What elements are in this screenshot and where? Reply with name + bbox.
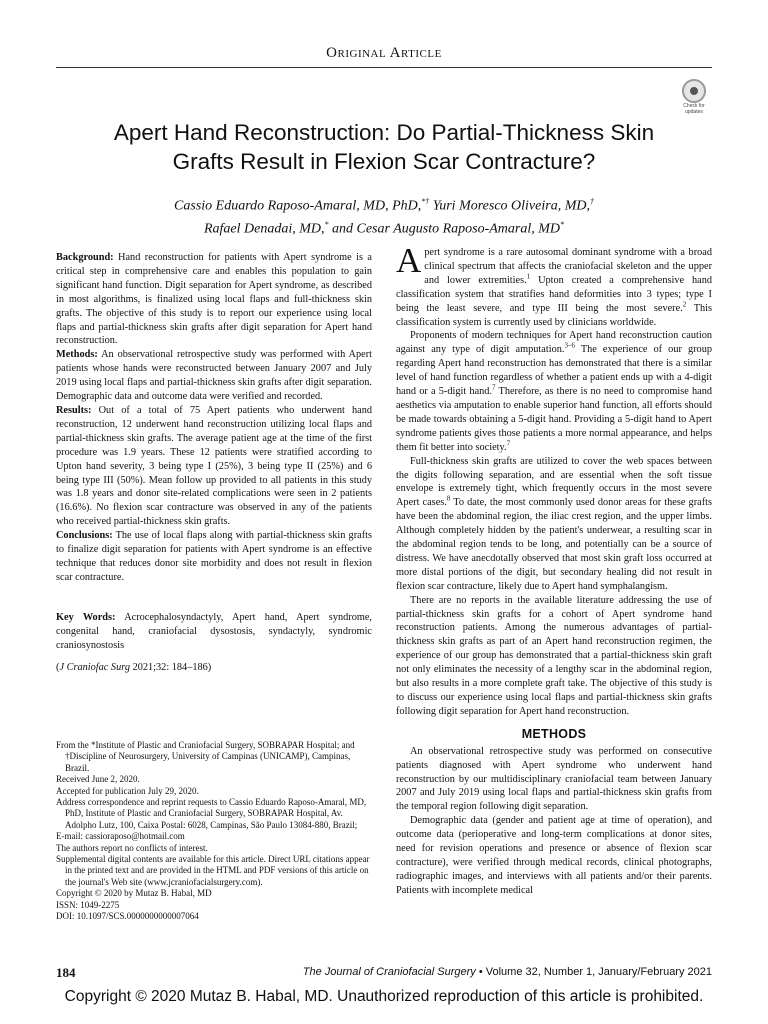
abstract-background [56,251,372,348]
p2-text-c: Therefore, as there is no need to compromise hand aesthetics via amputation to enable superior hand function, all efforts should be made towards obtaining a 5-digit hand. Providing a 5-digit hand to Apert syndrome patients gives those patients a more normal appearance, and helps them fit better into society. [396,386,713,453]
results-text: Out of a total of 75 Apert patients who underwent hand reconstruction, 12 underwent hand reconstruction utilizing local flaps and partial-thickness skin grafts. The average patient age at the time of the first procedure was 1.9 years. These 12 patients were stratified according to Upton hand severity, 3 being type I (25%), 3 being type II (25%) and 6 being type III (50%). Mean follow up provided to all patients in this study was 1.8 years and donor site-related complications were seen in 2 patients (16.6%). No flexion scar contracture was observed in any of the patients who received partial-thickness skin grafts. [56,404,373,528]
ref-link[interactable]: 1 [526,272,531,281]
results-label: Results: [56,404,92,416]
drop-cap: A [396,241,422,280]
ref-link[interactable]: 2 [682,300,687,309]
page-number: 184 [56,965,76,980]
author-2: Yuri Moresco Oliveira, MD, [432,198,590,214]
affiliation-institutions: From the *Institute of Plastic and Craniofacial Surgery, SOBRAPAR Hospital; and †Discipline of Neurosurgery, University of Campinas (UNICAMP), Campinas, Brazil. [56,740,355,773]
journal-name: The Journal of Craniofacial Surgery [302,966,476,978]
keywords [56,611,372,653]
author-1-affil: *† [421,197,430,206]
copyright-line: Copyright © 2020 by Mutaz B. Habal, MD [56,888,212,899]
correspondence-address: Address correspondence and reprint requests to Cassio Eduardo Raposo-Amaral, MD, PhD, Institute of Plastic and Craniofacial Surgery, SOBRAPAR Hospital, Av. Adolpho Lutz, 100, Caixa Postal: 6028, Campinas, São Paulo 13084-880, Brazil; [56,797,367,830]
citation: (J Craniofac Surg 2021;32: 184–186) [56,662,212,674]
p2-text-b: The experience of our group regarding Apert hand reconstruction has demonstrated that there is a similar level of hand function regardless of whether a patient ends up with a 4-digit hand or a 5-digit hand. [396,344,712,398]
abstract-results [56,404,372,529]
ref-link[interactable]: 7 [492,383,496,392]
background-label: Background: [56,252,114,263]
body-paragraph-5: An observational retrospective study was performed on consecutive patients diagnosed with Apert syndrome who underwent hand reconstruction by our multidisciplinary craniofacial team between January 2007 and July 2019 using local flaps and partial-thickness skin grafts from the temporal region following digit separation. [396,745,712,813]
title-line-2: Grafts Result in Flexion Scar Contracture? [172,149,596,174]
article-body [396,241,713,898]
methods-label: Methods: [56,349,98,361]
conclusions-label: Conclusions: [56,530,113,542]
p3-text: Full-thickness skin grafts are utilized to cover the web spaces between the digits following separation, and are essential when the soft tissue envelope is extremely tight, which frequently occurs in the most severe Apert cases. [396,455,712,509]
abstract [56,251,372,675]
keywords-label: Key Words: [56,611,116,623]
author-1: Cassio Eduardo Raposo-Amaral, MD, PhD, [174,198,422,214]
ref-link[interactable]: 8 [446,494,451,503]
p1-text: pert syndrome is a rare autosomal dominant syndrome with a broad clinical spectrum that affects the craniofacial skeleton and the upper and lower extremities. [424,247,712,286]
conclusions-text: The use of local flaps along with partial-thickness skin grafts to finalize digit separation for patients with Apert syndrome is an effective technique that reduces donor site morbidity and does not result in flexion scar contracture. [56,530,372,583]
ref-link[interactable]: 7 [506,439,511,448]
correspondence-email: E-mail: cassioraposo@hotmail.com [56,831,185,842]
issn: ISSN: 1049-2275 [56,899,120,910]
author-3: Rafael Denadai, MD, [203,221,325,237]
doi: DOI: 10.1097/SCS.0000000000007064 [56,911,199,922]
body-paragraph-3 [396,455,712,594]
abstract-conclusions [56,529,372,585]
body-paragraph-1 [396,241,713,329]
keywords-text: Acrocephalosyndactyly, Apert hand, Apert syndrome, congenital hand, craniofacial dysostosis, syndactyly, syndromic craniosynostosis [56,611,372,651]
badge-text-line-1: Check for [683,103,705,109]
received-date: Received June 2, 2020. [56,774,140,785]
body-paragraph-6: Demographic data (gender and patient age at time of operation), and outcome data (perioperative and long-term complications at donor sites, need for revision operations and presence or absence of flexion scar contracture), were verified through medical records, clinical photographs, radiographic images, and interviews with all patients and/or their parents. Patients with incomplete medical [396,815,712,896]
journal-info [303,966,712,978]
issue-info: • Volume 32, Number 1, January/February 2021 [475,966,712,978]
background-text: Hand reconstruction for patients with Apert syndrome is a critical step in comprehensive care and enables this population to gain significant hand function. Digit separation for Apert syndrome, as described in most algorithms, is finalized using local flaps and full-thickness skin grafts. The objective of this study is to report our experience using local flaps and partial-thickness skin grafts after digit separation for Apert hand reconstruction. [56,252,372,347]
abstract-methods [56,348,372,404]
badge-text-line-2: updates [685,109,703,115]
p1-text-b: Upton created a comprehensive hand classification system that stratifies hand deformities into 3 types; type I being the least severe, and type III being the most severe. [396,274,712,314]
ref-link[interactable]: 3–6 [564,341,575,350]
citation-journal: J Craniofac Surg [59,662,130,674]
check-for-updates-badge[interactable] [676,79,712,117]
citation-details: 2021;32: 184–186) [132,662,212,674]
p2-text: Proponents of modern techniques for Apert hand reconstruction caution against any type of digit amputation. [396,330,712,356]
accepted-date: Accepted for publication July 29, 2020. [56,785,199,796]
author-3-affil: * [324,219,329,229]
copyright-notice: Copyright © 2020 Mutaz B. Habal, MD. Unauthorized reproduction of this article is prohibited. [64,988,704,1005]
methods-text: An observational retrospective study was performed with Apert patients whose hands were reconstructed between January 2007 and July 2019 using local flaps and partial-thickness skin grafts after digit separation. Demographic data and outcome data were verified and recorded. [56,349,373,403]
conflict-statement: The authors report no conflicts of interest. [56,842,208,853]
check-updates-icon [682,79,706,103]
p3-text-b: To date, the most commonly used donor areas for these grafts have been the abdominal region, the iliac crest region, and the upper limbs. Although completely hidden by the patient's underwear, a resulting scar in the abdominal region tends to be long, and potentially can be a source of distress. We have anecdotally observed that most skin graft loss occurred at more distal portions of the digit, but secondary healing did not result in flexion scar contracture, likely due to Apert hand symphalangism. [396,497,712,592]
methods-heading: METHODS [521,726,587,741]
author-2-affil: † [589,197,594,206]
article-title [60,118,708,176]
page-footer [56,965,712,981]
author-4: Cesar Augusto Raposo-Amaral, MD [356,221,561,237]
author-list [60,193,708,238]
author-connector: and [332,221,353,237]
p1-text-c: This classification system is currently used by clinicians worldwide. [396,302,713,328]
header-rule [56,67,712,68]
author-4-affil: * [560,219,565,229]
affiliations-footnote [56,740,372,923]
supplemental-note: Supplemental digital contents are available for this article. Direct URL citations appear in the printed text and are provided in the HTML and PDF versions of this article on the journal's Web site (www.jcraniofacialsurgery.com). [56,854,370,887]
body-paragraph-2 [396,329,712,454]
title-line-1: Apert Hand Reconstruction: Do Partial-Thickness Skin [113,120,655,145]
body-paragraph-4: There are no reports in the available literature addressing the use of partial-thickness skin grafts for a cohort of Apert syndrome hand reconstruction patients. Among the numerous advantages of partial-thickness skin grafts as part of an Apert hand reconstruction regimen, the experience of our group has demonstrated that a partial-thickness skin graft not only eliminates the necessity of a lengthy scar in the abdominal region, but also results in a more complete graft take. The objective of this study is to discuss our experience using local flaps and partial-thickness skin grafts following digit separation for Apert hand reconstruction. [396,594,712,717]
section-label: Original Article [326,45,442,61]
